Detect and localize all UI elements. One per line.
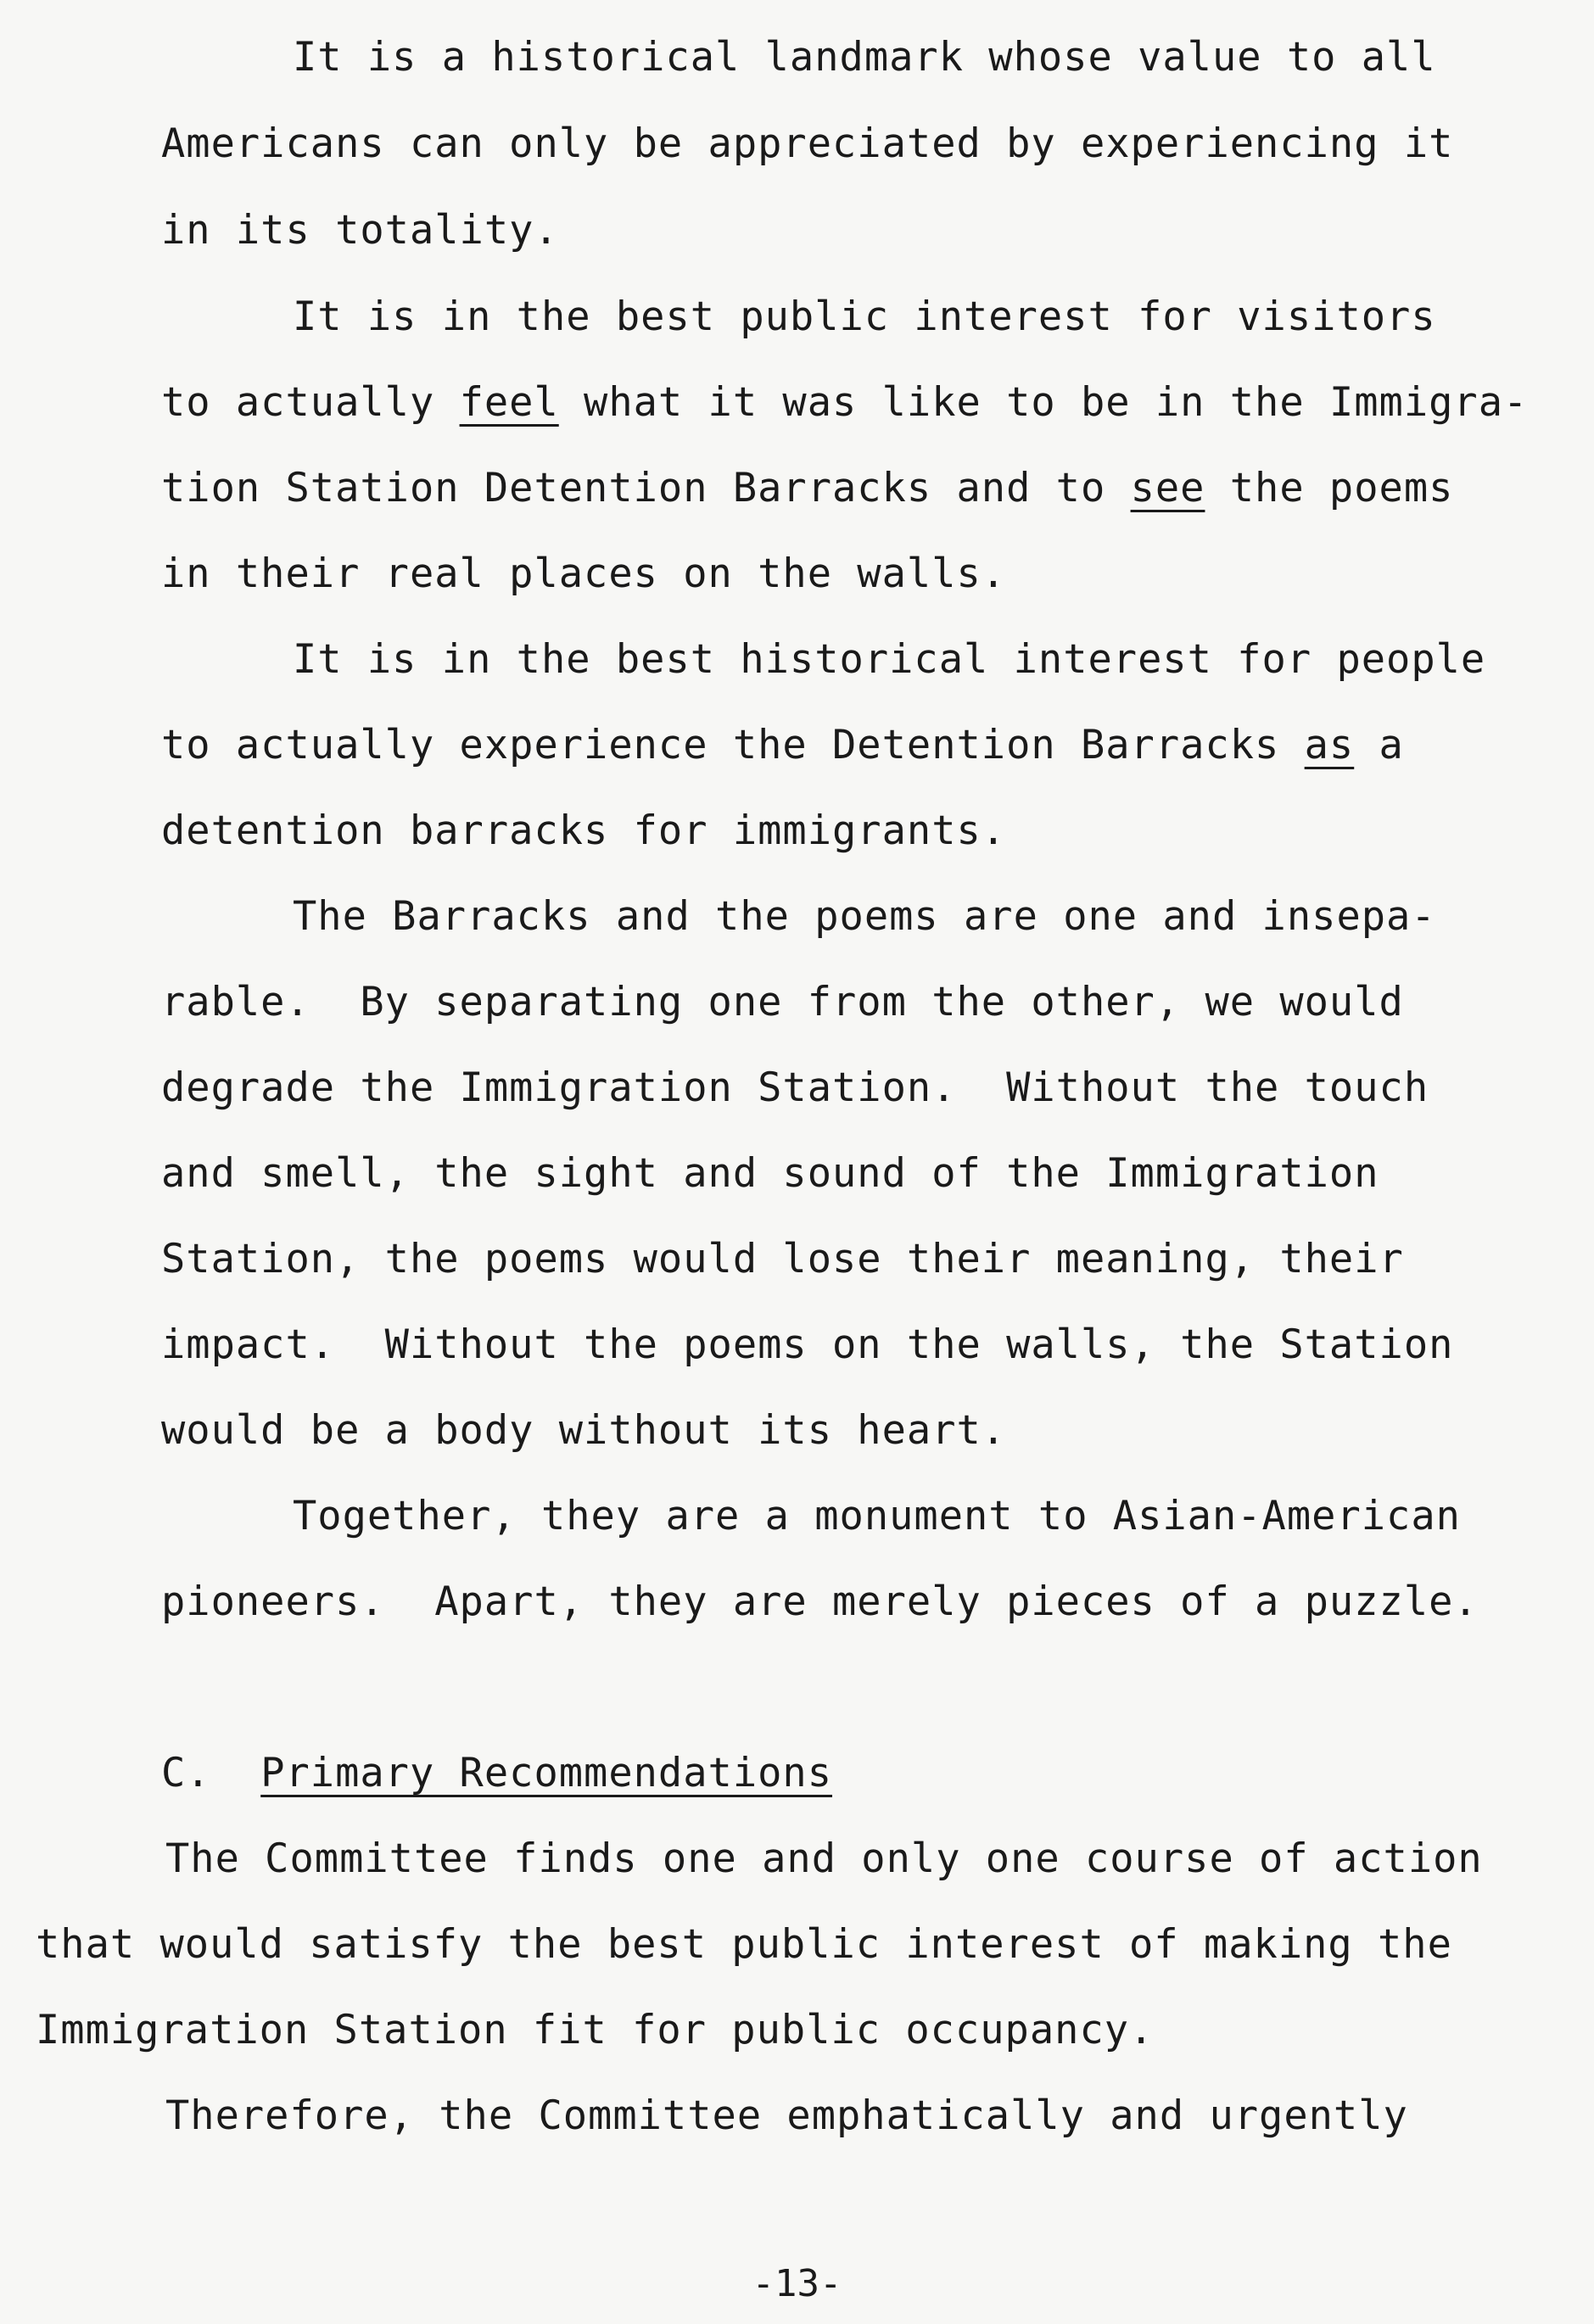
text-line [161,379,1528,427]
text-line: rable. By separating one from the other, we would [161,979,1404,1025]
text-line: It is in the best historical interest for people [293,636,1486,683]
text-segment: to actually [161,379,460,426]
text-line: pioneers. Apart, they are merely pieces of a puzzle. [161,1578,1479,1625]
text-line: The Barracks and the poems are one and insepa- [293,893,1436,940]
text-segment: tion Station Detention Barracks and to [161,465,1131,511]
text-line: Station, the poems would lose their meaning, their [161,1236,1404,1282]
text-line: The Committee finds one and only one course of action [165,1835,1483,1882]
underlined-word: feel [459,379,559,426]
text-line: and smell, the sight and sound of the Immigration [161,1150,1379,1197]
text-line: It is in the best public interest for visitors [293,293,1436,340]
text-line: impact. Without the poems on the walls, the Station [161,1321,1454,1368]
text-line: degrade the Immigration Station. Without the touch [161,1064,1429,1111]
section-title: Primary Recommendations [260,1750,833,1796]
text-segment: to actually experience the Detention Barracks [161,722,1305,768]
text-line [161,465,1453,512]
text-line: in its totality. [161,207,559,254]
text-line: Therefore, the Committee emphatically and urgently [165,2092,1408,2139]
section-letter: C. [161,1750,211,1796]
text-line: It is a historical landmark whose value to all [293,34,1436,81]
text-line: Together, they are a monument to Asian-American [293,1493,1461,1539]
text-segment: what it was like to be in the Immigra- [558,379,1529,426]
text-line: Immigration Station fit for public occupancy. [36,2007,1155,2053]
text-segment: the poems [1205,465,1454,511]
text-segment: a [1354,722,1404,768]
text-line: would be a body without its heart. [161,1407,1007,1454]
text-line: in their real places on the walls. [161,550,1007,597]
text-line [161,722,1404,769]
underlined-word: as [1304,722,1355,768]
text-line: Americans can only be appreciated by experiencing it [161,120,1454,167]
text-line: that would satisfy the best public interest of making the [36,1921,1452,1968]
section-heading [161,1750,832,1797]
page-number: -13- [752,2262,842,2305]
underlined-word: see [1130,465,1205,511]
text-line: detention barracks for immigrants. [161,807,1007,854]
